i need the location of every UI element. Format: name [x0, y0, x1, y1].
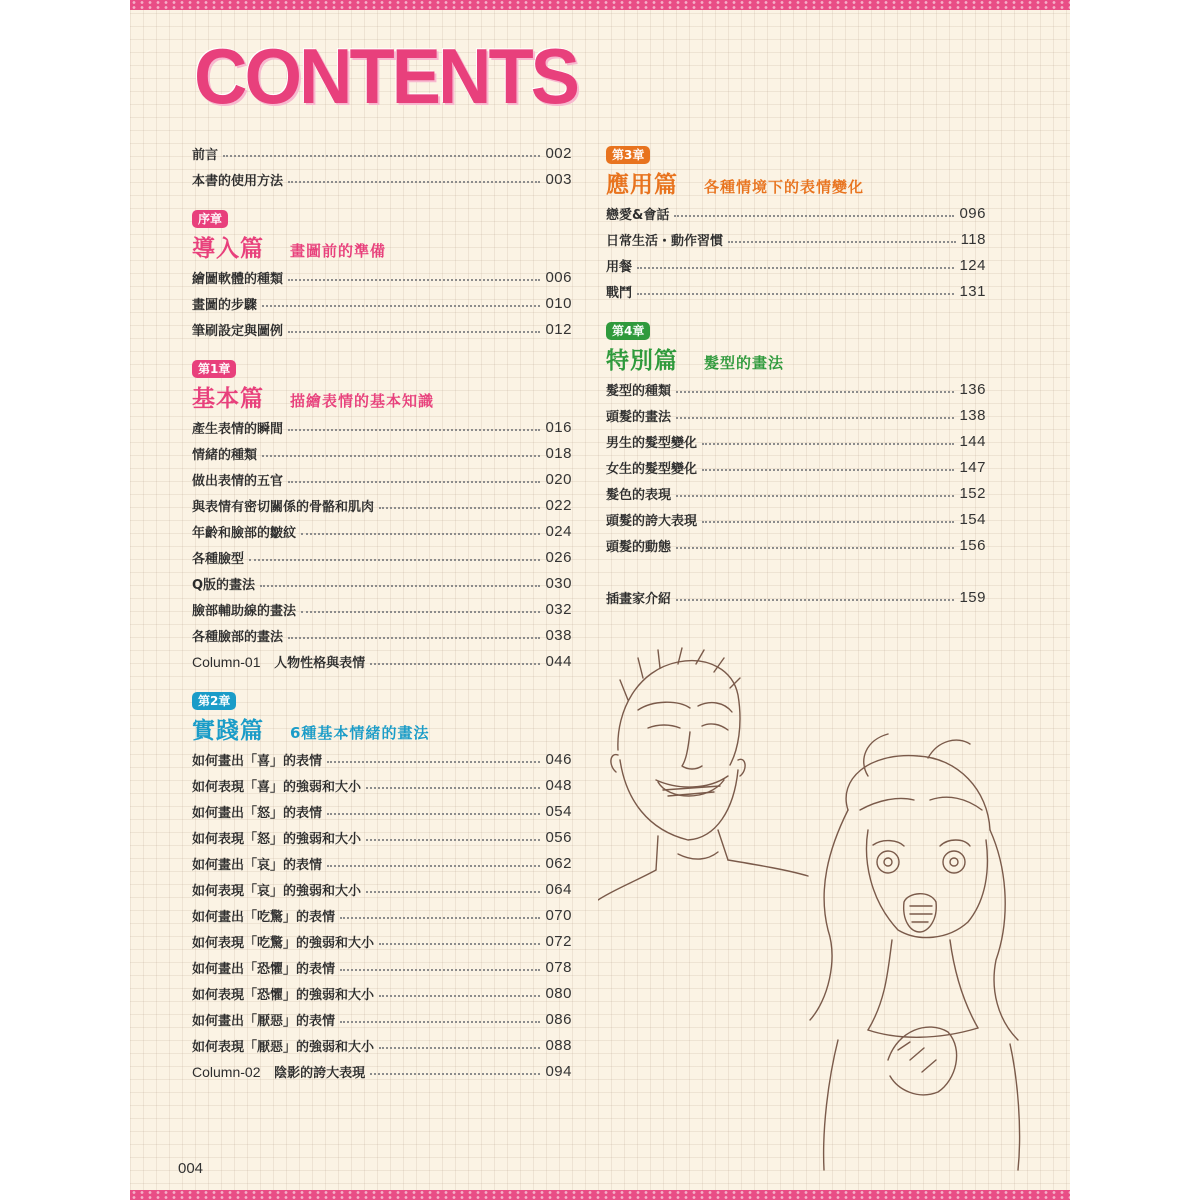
toc-entry: 日常生活・動作習慣 118	[606, 230, 986, 249]
toc-entry: 臉部輔助線的畫法 032	[192, 600, 572, 619]
toc-entry: 各種臉部的畫法 038	[192, 626, 572, 645]
toc-entry: 如何表現「厭惡」的強弱和大小 088	[192, 1036, 572, 1055]
chapter-subtitle: 各種情境下的表情變化	[704, 178, 865, 196]
column-number: Column-01	[192, 653, 261, 670]
book-page	[130, 0, 1070, 1200]
girl-sketch	[810, 734, 1020, 1170]
chapter-4-section	[606, 320, 986, 372]
toc-entry: 畫圖的步驟 010	[192, 294, 572, 313]
toc-entry: 如何表現「怒」的強弱和大小 056	[192, 828, 572, 847]
toc-entry: 繪圖軟體的種類 006	[192, 268, 572, 287]
toc-entry: 戀愛&會話 096	[606, 204, 986, 223]
toc-left-column	[192, 140, 572, 1084]
chapter-3-section	[606, 144, 986, 196]
toc-right-column	[606, 140, 986, 610]
toc-entry: 如何畫出「喜」的表情 046	[192, 750, 572, 769]
toc-entry: Column-01 人物性格與表情 044	[192, 652, 572, 671]
toc-entry: 如何畫出「吃驚」的表情 070	[192, 906, 572, 925]
toc-entry: 如何畫出「厭惡」的表情 086	[192, 1010, 572, 1029]
toc-entry: 戰鬥 131	[606, 282, 986, 301]
chapter-subtitle: 描繪表情的基本知識	[290, 392, 435, 410]
toc-entry: 情緒的種類 018	[192, 444, 572, 463]
toc-entry: 如何表現「吃驚」的強弱和大小 072	[192, 932, 572, 951]
column-number: Column-02	[192, 1063, 261, 1080]
toc-entry: 如何表現「喜」的強弱和大小 048	[192, 776, 572, 795]
chapter-1-section	[192, 358, 572, 410]
bottom-decorative-band	[130, 1190, 1070, 1200]
chapter-2-section	[192, 690, 572, 742]
toc-entry: 各種臉型 026	[192, 548, 572, 567]
front-matter-list	[192, 140, 572, 192]
chapter-title: 導入篇	[192, 235, 264, 262]
chapter-title: 應用篇	[606, 171, 678, 198]
chapter-0-section	[192, 208, 572, 260]
toc-entry: 女生的髮型變化 147	[606, 458, 986, 477]
toc-entry-illustrators: 插畫家介紹 159	[606, 588, 986, 607]
toc-entry: 頭髮的動態 156	[606, 536, 986, 555]
toc-entry: 筆刷設定與圖例 012	[192, 320, 572, 339]
toc-entry: 如何表現「恐懼」的強弱和大小 080	[192, 984, 572, 1003]
toc-entry: 年齡和臉部的皺紋 024	[192, 522, 572, 541]
chapter-title: 特別篇	[606, 347, 678, 374]
toc-entry: Column-02 陰影的誇大表現 094	[192, 1062, 572, 1081]
chapter-title: 基本篇	[192, 385, 264, 412]
toc-entry: 髮色的表現 152	[606, 484, 986, 503]
toc-entry: Q版的畫法 030	[192, 574, 572, 593]
chapter-subtitle: 畫圖前的準備	[290, 242, 387, 260]
toc-entry: 頭髮的誇大表現 154	[606, 510, 986, 529]
toc-entry: 前言 002	[192, 144, 572, 163]
page-title: CONTENTS	[194, 32, 577, 120]
leader-dots	[223, 155, 540, 157]
chapter-subtitle: 髮型的畫法	[704, 354, 785, 372]
character-sketch-illustration	[598, 640, 1068, 1180]
top-decorative-band	[130, 0, 1070, 10]
toc-entry: 產生表情的瞬間 016	[192, 418, 572, 437]
toc-entry: 頭髮的畫法 138	[606, 406, 986, 425]
toc-entry: 做出表情的五官 020	[192, 470, 572, 489]
chapter-subtitle: 6種基本情緒的畫法	[290, 724, 430, 742]
toc-entry: 本書的使用方法 003	[192, 170, 572, 189]
toc-entry: 髮型的種類 136	[606, 380, 986, 399]
toc-entry: 如何畫出「怒」的表情 054	[192, 802, 572, 821]
toc-entry: 與表情有密切關係的骨骼和肌肉 022	[192, 496, 572, 515]
chapter-title: 實踐篇	[192, 717, 264, 744]
chapter-badge: 第3章	[606, 146, 650, 164]
chapter-badge: 序章	[192, 210, 228, 228]
leader-dots	[288, 181, 540, 183]
man-sketch	[598, 648, 808, 900]
toc-entry: 用餐 124	[606, 256, 986, 275]
toc-entry: 如何畫出「恐懼」的表情 078	[192, 958, 572, 977]
chapter-badge: 第1章	[192, 360, 236, 378]
toc-entry: 男生的髮型變化 144	[606, 432, 986, 451]
chapter-badge: 第2章	[192, 692, 236, 710]
page-number: 004	[178, 1160, 204, 1177]
toc-entry: 如何畫出「哀」的表情 062	[192, 854, 572, 873]
chapter-badge: 第4章	[606, 322, 650, 340]
toc-entry: 如何表現「哀」的強弱和大小 064	[192, 880, 572, 899]
